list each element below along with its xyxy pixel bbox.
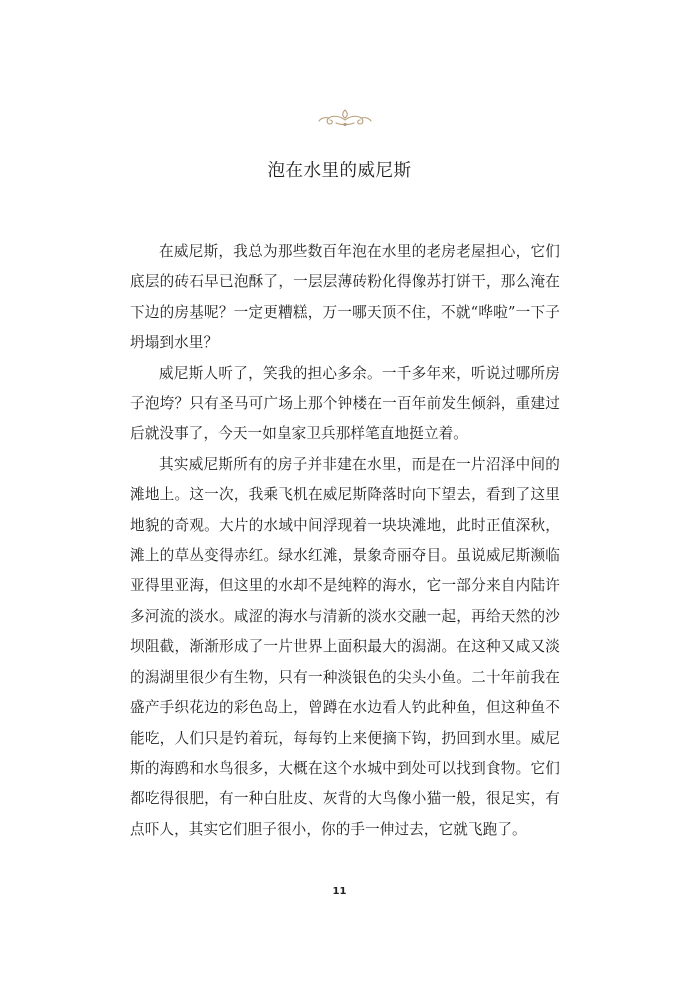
flourish-ornament-icon [318,106,372,130]
paragraph: 其实威尼斯所有的房子并非建在水里，而是在一片沼泽中间的滩地上。这一次，我乘飞机在威尼斯降落时向下望去，看到了这里地貌的奇观。大片的水域中间浮现着一块块滩地，此时正值深秋，滩上的草丛变得赤红。绿水红滩，景象奇丽夺目。虽说威尼斯濒临亚得里亚海，但这里的水却不是纯粹的海水，它一部分来自内陆许多河流的淡水。咸涩的海水与清新的淡水交融一起，再给天然的沙坝阻截，渐渐形成了一片世界上面积最大的潟湖。在这种又咸又淡的潟湖里很少有生物，只有一种淡银色的尖头小鱼。二十年前我在盛产手织花边的彩色岛上，曾蹲在水边看人钓此种鱼，但这种鱼不能吃，人们只是钓着玩，每每钓上来便摘下钩，扔回到水里。威尼斯的海鸥和水鸟很多，大概在这个水城中到处可以找到食物。它们都吃得很肥，有一种白肚皮、灰背的大鸟像小猫一般，很足实，有点吓人，其实它们胆子很小，你的手一伸过去，它就飞跑了。 [130,455,560,838]
body-text [130,237,560,845]
paragraph: 威尼斯人听了，笑我的担心多余。一千多年来，听说过哪所房子泡垮？只有圣马可广场上那个钟楼在一百年前发生倾斜，重建过后就没事了，今天一如皇家卫兵那样笔直地挺立着。 [130,364,560,443]
chapter-title: 泡在水里的威尼斯 [267,161,412,181]
paragraph: 在威尼斯，我总为那些数百年泡在水里的老房老屋担心，它们底层的砖石早已泡酥了，一层层薄砖粉化得像苏打饼干，那么淹在下边的房基呢？一定更糟糕，万一哪天顶不住，不就“哗啦”一下子坍塌到水里？ [130,243,560,352]
page-number: 11 [332,886,347,897]
